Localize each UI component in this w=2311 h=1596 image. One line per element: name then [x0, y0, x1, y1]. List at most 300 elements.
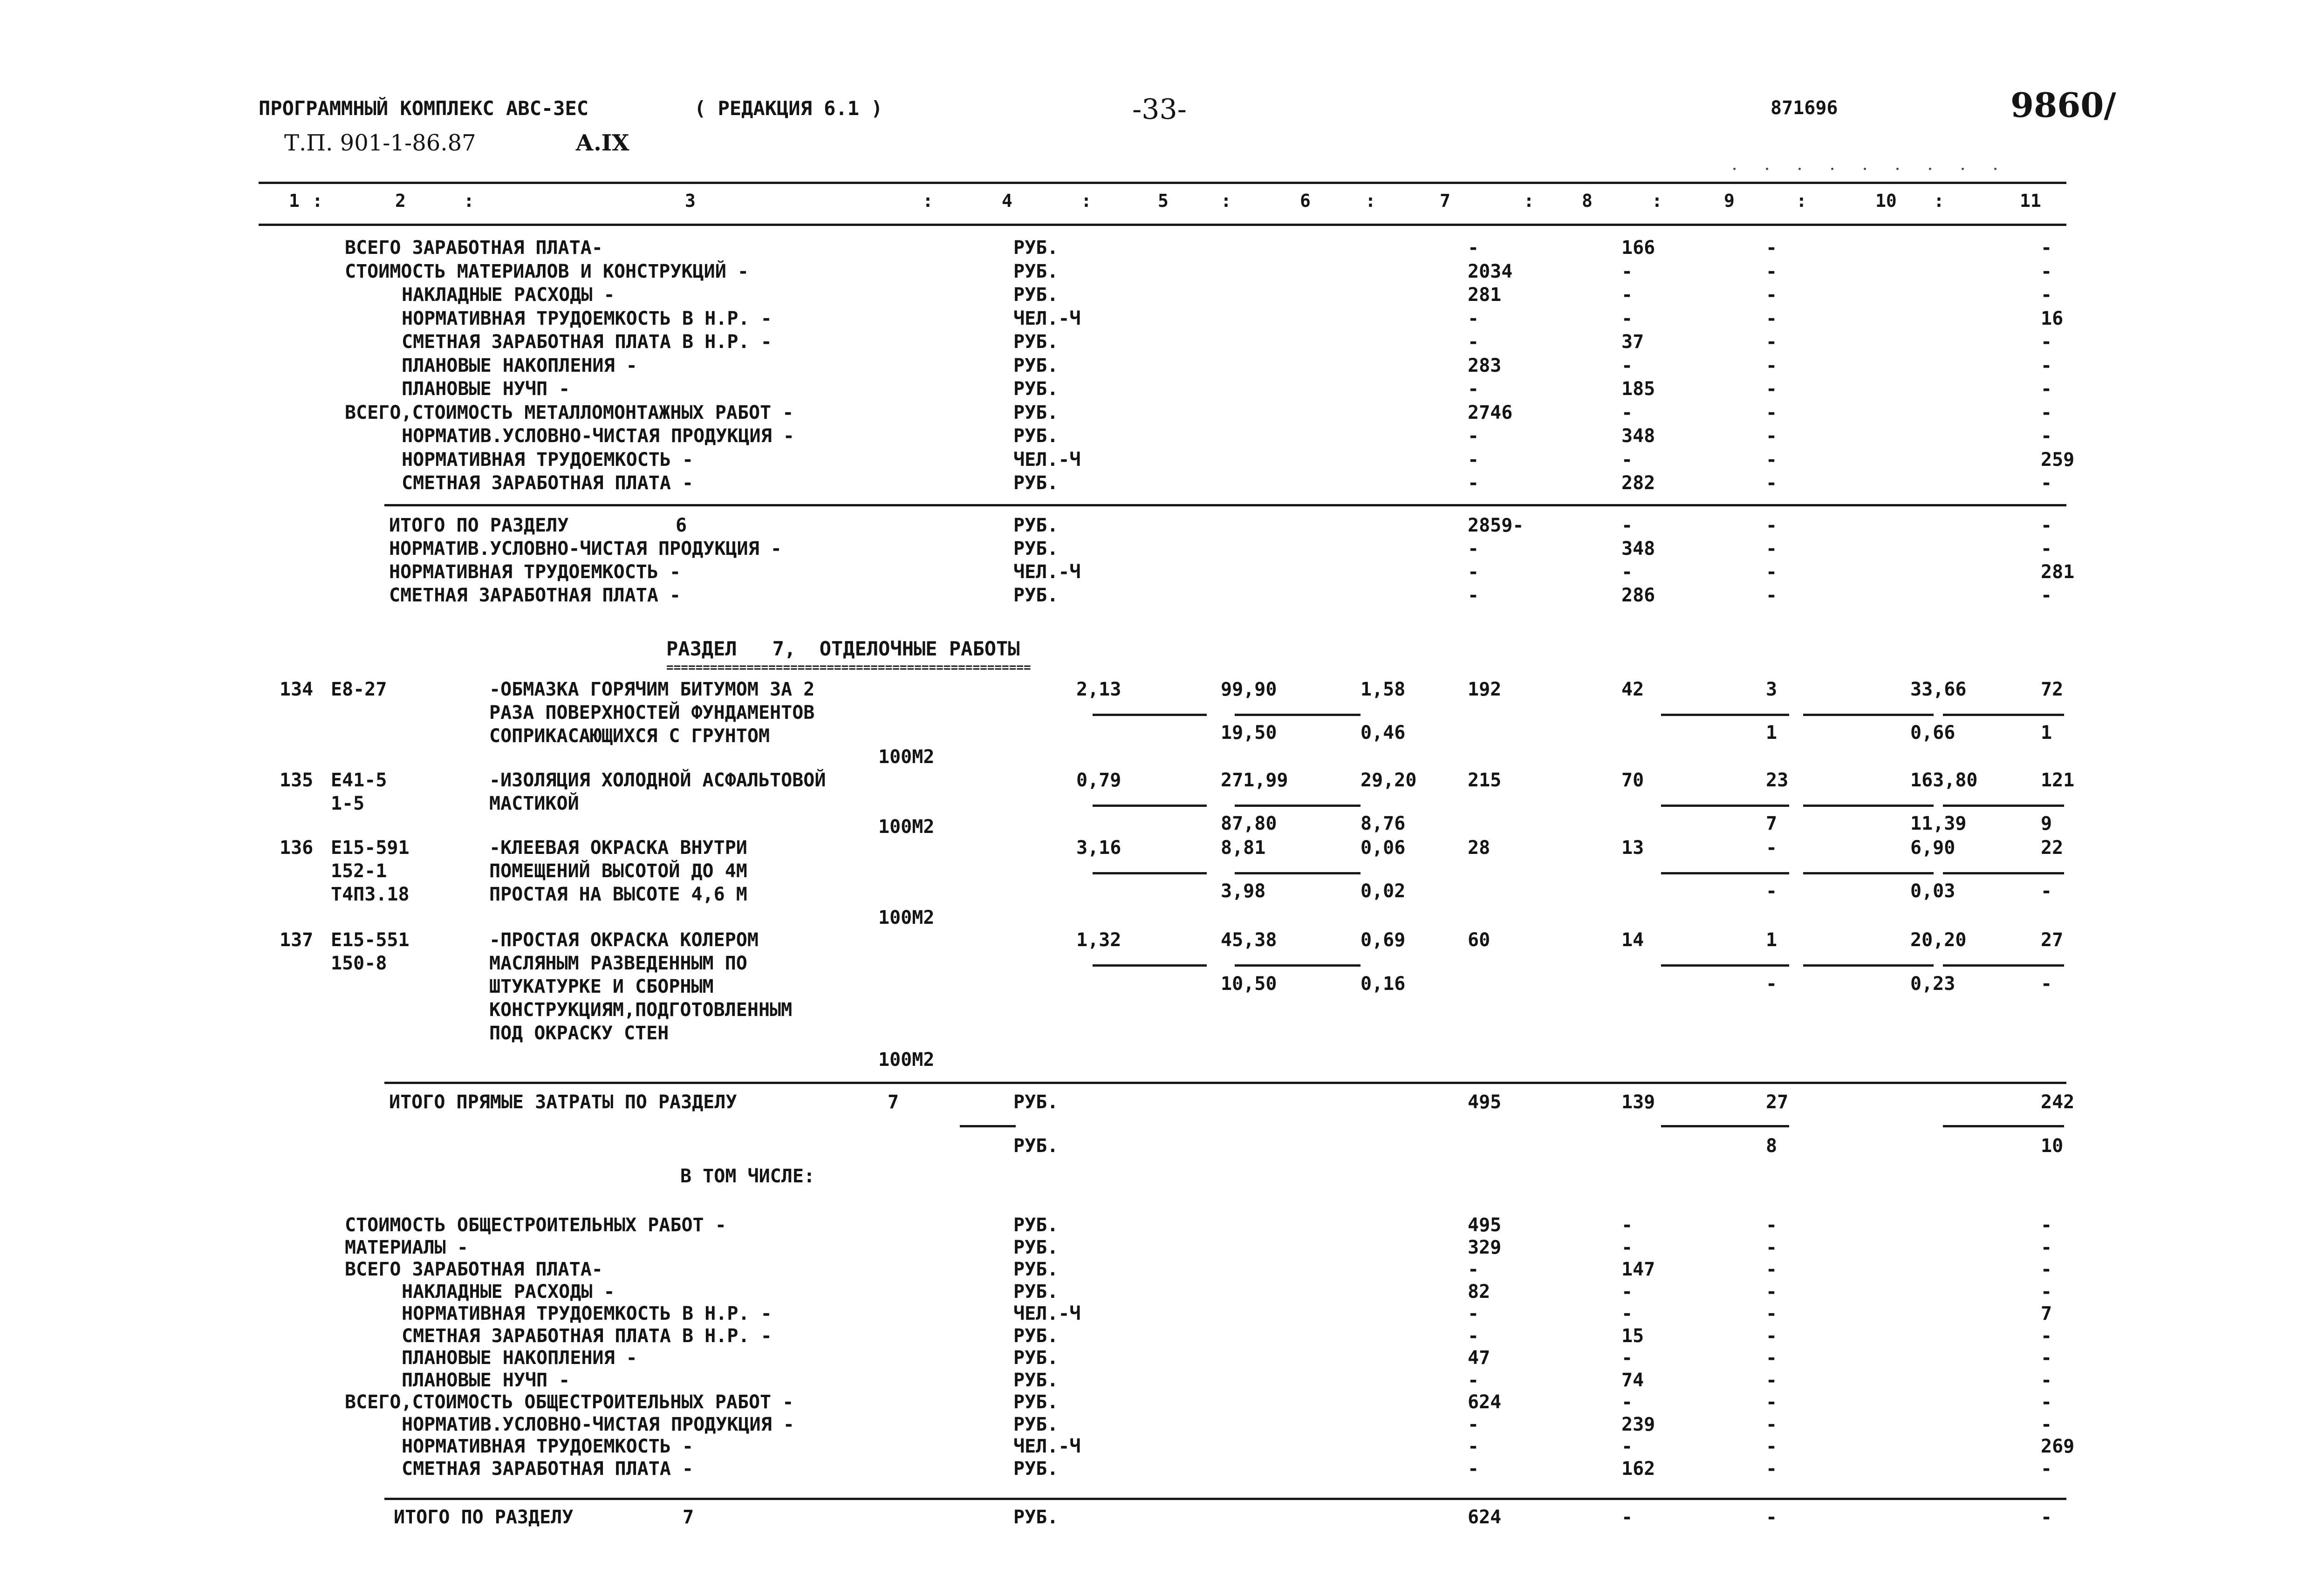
scan-speck: [1962, 168, 1964, 170]
wage-value: -: [1621, 1391, 1633, 1413]
labor-total: 22: [2041, 837, 2064, 859]
cost-total-value: -: [1468, 1369, 1479, 1391]
labor-value: -: [2041, 425, 2052, 447]
wage-value: -: [1621, 355, 1633, 376]
labor-value: 242: [2041, 1091, 2075, 1113]
labor-value: -: [2041, 1281, 2052, 1303]
wage-value: -: [1621, 260, 1633, 282]
unit-label: РУБ.: [1013, 585, 1059, 606]
unit-label: РУБ.: [1013, 1236, 1059, 1258]
wage-value: -: [1621, 561, 1633, 583]
unit-cost-wages: 87,80: [1221, 813, 1277, 834]
work-description: СОПРИКАСАЮЩИХСЯ С ГРУНТОМ: [489, 725, 770, 747]
cost-total-value: -: [1468, 472, 1479, 494]
work-description: МАСЛЯНЫМ РАЗВЕДЕННЫМ ПО: [489, 953, 747, 974]
wage-value: -: [1621, 1436, 1633, 1457]
program-edition: ( РЕДАКЦИЯ 6.1 ): [694, 97, 883, 120]
column-separator: :: [1365, 191, 1376, 211]
cost-total-value: -: [1468, 538, 1479, 559]
unit-label: РУБ.: [1013, 331, 1059, 353]
labor-per-unit-machines: 11,39: [1910, 813, 1967, 834]
labor-value: -: [2041, 1236, 2052, 1258]
machine-value: 27: [1766, 1091, 1789, 1113]
unit-label: РУБ.: [1013, 1091, 1059, 1113]
labor-total-machines: 1: [2041, 722, 2052, 743]
unit-label: РУБ.: [1013, 237, 1059, 259]
work-description: ПОМЕЩЕНИЙ ВЫСОТОЙ ДО 4М: [489, 860, 747, 882]
unit-cost-machines: 0,69: [1361, 929, 1406, 951]
unit-label: РУБ.: [1013, 515, 1059, 536]
fraction-line: [1803, 964, 1934, 967]
wage-value: -: [1621, 515, 1633, 536]
wage-value: 139: [1621, 1091, 1655, 1113]
wage-value: -: [1621, 1214, 1633, 1236]
fraction-line: [1943, 1125, 2064, 1127]
fraction-line: [1943, 805, 2064, 807]
fraction-line: [1943, 964, 2064, 967]
row-label: НОРМАТИВНАЯ ТРУДОЕМКОСТЬ -: [402, 449, 694, 471]
scan-speck: [1831, 168, 1833, 170]
labor-total-machines: -: [2041, 973, 2052, 995]
measure-unit: 100М2: [878, 907, 935, 928]
row-label: НОРМАТИВНАЯ ТРУДОЕМКОСТЬ -: [389, 561, 681, 583]
machine-value: -: [1766, 1347, 1778, 1369]
scan-speck: [1766, 168, 1768, 170]
fraction-line: [1661, 872, 1789, 874]
cost-total-value: -: [1468, 1413, 1479, 1435]
labor-total: 27: [2041, 929, 2064, 951]
row-label: НОРМАТИВ.УСЛОВНО-ЧИСТАЯ ПРОДУКЦИЯ -: [402, 425, 794, 447]
wage-value: -: [1621, 402, 1633, 423]
fraction-line: [1943, 872, 2064, 874]
labor-total-machines: 9: [2041, 813, 2052, 834]
row-label: НОРМАТИВНАЯ ТРУДОЕМКОСТЬ В Н.Р. -: [402, 307, 772, 329]
labor-value: 259: [2041, 449, 2075, 471]
cost-total-value: -: [1468, 1458, 1479, 1480]
work-description: ПРОСТАЯ НА ВЫСОТЕ 4,6 М: [489, 884, 747, 905]
machine-value: -: [1766, 402, 1778, 423]
labor-value: -: [2041, 355, 2052, 376]
machines-cost: -: [1766, 837, 1778, 859]
row-label: ИТОГО ПО РАЗДЕЛУ: [389, 515, 569, 536]
row-label: НОРМАТИВНАЯ ТРУДОЕМКОСТЬ В Н.Р. -: [402, 1303, 772, 1324]
wage-value: 239: [1621, 1413, 1655, 1435]
unit-cost-total: 99,90: [1221, 679, 1277, 700]
row-label: СМЕТНАЯ ЗАРАБОТНАЯ ПЛАТА В Н.Р. -: [402, 1325, 772, 1347]
project-code: Т.П. 901-1-86.87: [284, 130, 476, 156]
unit-cost-wages: 10,50: [1221, 973, 1277, 995]
column-header: 6: [1300, 191, 1311, 211]
labor-value: -: [2041, 378, 2052, 400]
labor-value: -: [2041, 237, 2052, 259]
unit-cost-machine-wages: 8,76: [1361, 813, 1406, 834]
fraction-line: [1235, 872, 1361, 874]
unit-cost-total: 271,99: [1221, 770, 1288, 791]
labor-value: -: [2041, 538, 2052, 559]
unit-cost-machines: 29,20: [1361, 770, 1417, 791]
fraction-line: [1235, 964, 1361, 967]
unit-cost-machines: 0,06: [1361, 837, 1406, 859]
cost-total-value: 47: [1468, 1347, 1491, 1369]
column-separator: :: [1221, 191, 1231, 211]
column-separator: :: [464, 191, 474, 211]
wages: 13: [1621, 837, 1644, 859]
wage-value: 282: [1621, 472, 1655, 494]
unit-label: РУБ.: [1013, 1458, 1059, 1480]
wage-value: 74: [1621, 1369, 1644, 1391]
machines-cost: 1: [1766, 929, 1778, 951]
row-label: ВСЕГО ЗАРАБОТНАЯ ПЛАТА-: [345, 1259, 603, 1280]
unit-label: РУБ.: [1013, 260, 1059, 282]
fraction-line: [1803, 714, 1934, 716]
cost-total-value: 283: [1468, 355, 1502, 376]
machine-value: -: [1766, 331, 1778, 353]
page-number: -33-: [1132, 93, 1187, 126]
row-label: НОРМАТИВ.УСЛОВНО-ЧИСТАЯ ПРОДУКЦИЯ -: [389, 538, 782, 559]
wage-value: -: [1621, 307, 1633, 329]
fraction-line: [1093, 714, 1207, 716]
wage-value: -: [1621, 1303, 1633, 1324]
labor-value: 7: [2041, 1303, 2052, 1324]
machine-value: -: [1766, 1303, 1778, 1324]
unit-cost-machines: 1,58: [1361, 679, 1406, 700]
row-label: СМЕТНАЯ ЗАРАБОТНАЯ ПЛАТА -: [389, 585, 681, 606]
machine-value: -: [1766, 1214, 1778, 1236]
total-cost: 28: [1468, 837, 1491, 859]
section-title: РАЗДЕЛ 7, ОТДЕЛОЧНЫЕ РАБОТЫ: [666, 637, 1020, 660]
item-number: 137: [280, 929, 314, 951]
machine-value: -: [1766, 378, 1778, 400]
section-number: 6: [676, 515, 687, 536]
machine-value: -: [1766, 425, 1778, 447]
machine-value: -: [1766, 1325, 1778, 1347]
column-separator: :: [1934, 191, 1944, 211]
unit-cost-total: 45,38: [1221, 929, 1277, 951]
work-description: МАСТИКОЙ: [489, 793, 579, 814]
row-label: СМЕТНАЯ ЗАРАБОТНАЯ ПЛАТА -: [402, 472, 694, 494]
unit-label: РУБ.: [1013, 1325, 1059, 1347]
album-code: А.IX: [575, 130, 629, 156]
column-header: 9: [1724, 191, 1735, 211]
item-number: 134: [280, 679, 314, 700]
fraction-line: [1093, 872, 1207, 874]
wage-value: 15: [1621, 1325, 1644, 1347]
machine-value: -: [1766, 1507, 1778, 1528]
wage-value: -: [1621, 1507, 1633, 1528]
machines-cost: 23: [1766, 770, 1789, 791]
labor-per-unit: 33,66: [1910, 679, 1967, 700]
column-separator: :: [1652, 191, 1662, 211]
column-separator: :: [1081, 191, 1092, 211]
price-code: Е41-5: [331, 770, 387, 791]
direct-costs-rule: [384, 1082, 2066, 1084]
quantity: 3,16: [1076, 837, 1121, 859]
cost-total-value: 624: [1468, 1391, 1502, 1413]
column-separator: :: [312, 191, 323, 211]
machine-value: -: [1766, 585, 1778, 606]
fraction-line: [1803, 872, 1934, 874]
unit-label: ЧЕЛ.-Ч: [1013, 561, 1081, 583]
table-top-rule: [259, 182, 2066, 184]
work-description: -ИЗОЛЯЦИЯ ХОЛОДНОЙ АСФАЛЬТОВОЙ: [489, 770, 826, 791]
cost-total-value: 82: [1468, 1281, 1491, 1303]
labor-value: -: [2041, 1214, 2052, 1236]
wage-value: 185: [1621, 378, 1655, 400]
price-code: 1-5: [331, 793, 365, 814]
column-header: 8: [1582, 191, 1593, 211]
total-cost: 192: [1468, 679, 1502, 700]
labor-value: -: [2041, 472, 2052, 494]
column-header: 10: [1875, 191, 1897, 211]
labor-per-unit-machines: 0,66: [1910, 722, 1955, 743]
scan-speck: [1798, 168, 1801, 170]
machine-value: -: [1766, 1369, 1778, 1391]
fraction-line: [1235, 805, 1361, 807]
row-label: СТОИМОСТЬ МАТЕРИАЛОВ И КОНСТРУКЦИЙ -: [345, 260, 749, 282]
wage-value: 348: [1621, 538, 1655, 559]
cost-total-value: -: [1468, 1436, 1479, 1457]
item-number: 136: [280, 837, 314, 859]
labor-value: 281: [2041, 561, 2075, 583]
column-header: 5: [1158, 191, 1169, 211]
labor-total-machines: 10: [2041, 1135, 2064, 1157]
labor-per-unit-machines: 0,23: [1910, 973, 1955, 995]
machine-wages: 8: [1766, 1135, 1778, 1157]
column-header: 3: [685, 191, 696, 211]
unit-label: ЧЕЛ.-Ч: [1013, 1303, 1081, 1324]
unit-label: РУБ.: [1013, 538, 1059, 559]
row-label: ВСЕГО,СТОИМОСТЬ МЕТАЛЛОМОНТАЖНЫХ РАБОТ -: [345, 402, 794, 423]
sheet-stamp: 9860/: [2010, 85, 2116, 125]
cost-total-value: 495: [1468, 1091, 1502, 1113]
labor-value: -: [2041, 515, 2052, 536]
wage-value: 166: [1621, 237, 1655, 259]
labor-value: -: [2041, 1391, 2052, 1413]
unit-label: РУБ.: [1013, 1391, 1059, 1413]
labor-total: 72: [2041, 679, 2064, 700]
program-title: ПРОГРАММНЫЙ КОМПЛЕКС АВС-ЗЕС: [259, 97, 589, 120]
machine-value: -: [1766, 538, 1778, 559]
cost-total-value: -: [1468, 1259, 1479, 1280]
total-cost: 60: [1468, 929, 1491, 951]
unit-label: РУБ.: [1013, 1214, 1059, 1236]
fraction-line: [1661, 805, 1789, 807]
labor-value: -: [2041, 1347, 2052, 1369]
machine-value: -: [1766, 1436, 1778, 1457]
machine-value: -: [1766, 1391, 1778, 1413]
quantity: 1,32: [1076, 929, 1121, 951]
unit-cost-machine-wages: 0,46: [1361, 722, 1406, 743]
labor-value: -: [2041, 402, 2052, 423]
quantity: 0,79: [1076, 770, 1121, 791]
work-description: -ОБМАЗКА ГОРЯЧИМ БИТУМОМ ЗА 2: [489, 679, 815, 700]
fraction-line: [1943, 714, 2064, 716]
work-description: КОНСТРУКЦИЯМ,ПОДГОТОВЛЕННЫМ: [489, 999, 793, 1021]
unit-label: РУБ.: [1013, 378, 1059, 400]
labor-value: -: [2041, 1259, 2052, 1280]
fraction-line: [1661, 1125, 1789, 1127]
row-label: ПЛАНОВЫЕ НУЧП -: [402, 1369, 570, 1391]
scan-speck: [1929, 168, 1931, 170]
unit-label: ЧЕЛ.-Ч: [1013, 1436, 1081, 1457]
labor-per-unit-machines: 0,03: [1910, 880, 1955, 902]
price-code: Е15-551: [331, 929, 410, 951]
cost-total-value: 329: [1468, 1236, 1502, 1258]
quantity: 2,13: [1076, 679, 1121, 700]
unit-label: РУБ.: [1013, 1507, 1059, 1528]
fraction-line: [1661, 964, 1789, 967]
row-label: ВСЕГО,СТОИМОСТЬ ОБЩЕСТРОИТЕЛЬНЫХ РАБОТ -: [345, 1391, 794, 1413]
labor-value: -: [2041, 331, 2052, 353]
unit-cost-machine-wages: 0,16: [1361, 973, 1406, 995]
labor-value: -: [2041, 585, 2052, 606]
machine-wages: -: [1766, 973, 1778, 995]
labor-value: -: [2041, 1507, 2052, 1528]
labor-value: -: [2041, 284, 2052, 306]
machine-wages: -: [1766, 880, 1778, 902]
cost-total-value: -: [1468, 561, 1479, 583]
machine-value: -: [1766, 1458, 1778, 1480]
cost-total-value: -: [1468, 237, 1479, 259]
cost-total-value: -: [1468, 1325, 1479, 1347]
cost-total-value: -: [1468, 378, 1479, 400]
machine-value: -: [1766, 260, 1778, 282]
cost-total-value: -: [1468, 331, 1479, 353]
cost-total-value: 624: [1468, 1507, 1502, 1528]
unit-label: РУБ.: [1013, 1369, 1059, 1391]
row-label: ПЛАНОВЫЕ НАКОПЛЕНИЯ -: [402, 1347, 637, 1369]
cost-total-value: -: [1468, 1303, 1479, 1324]
labor-value: -: [2041, 1325, 2052, 1347]
unit-label: РУБ.: [1013, 425, 1059, 447]
price-code: Е8-27: [331, 679, 387, 700]
section-title-underline: ==================================================: [666, 661, 1031, 675]
wages: 70: [1621, 770, 1644, 791]
scan-speck: [1733, 168, 1736, 170]
wage-value: -: [1621, 284, 1633, 306]
column-separator: :: [1524, 191, 1534, 211]
unit-label: РУБ.: [1013, 472, 1059, 494]
work-description: РАЗА ПОВЕРХНОСТЕЙ ФУНДАМЕНТОВ: [489, 702, 815, 723]
unit-label: РУБ.: [1013, 1347, 1059, 1369]
cost-total-value: 2859-: [1468, 515, 1524, 536]
wage-value: -: [1621, 1281, 1633, 1303]
wage-value: 348: [1621, 425, 1655, 447]
labor-value: -: [2041, 1369, 2052, 1391]
labor-value: -: [2041, 260, 2052, 282]
wage-value: -: [1621, 449, 1633, 471]
unit-label: РУБ.: [1013, 1281, 1059, 1303]
wages: 42: [1621, 679, 1644, 700]
cost-total-value: -: [1468, 425, 1479, 447]
unit-cost-total: 8,81: [1221, 837, 1266, 859]
cost-total-value: 2746: [1468, 402, 1513, 423]
fraction-line: [960, 1125, 1016, 1127]
column-header: 1: [289, 191, 300, 211]
final-total-rule: [384, 1498, 2066, 1500]
price-code: Е15-591: [331, 837, 410, 859]
fraction-line: [1093, 805, 1207, 807]
fraction-line: [1803, 805, 1934, 807]
price-code: Т4П3.18: [331, 884, 410, 905]
column-header: 11: [2020, 191, 2041, 211]
labor-value: 16: [2041, 307, 2064, 329]
row-label: СМЕТНАЯ ЗАРАБОТНАЯ ПЛАТА В Н.Р. -: [402, 331, 772, 353]
row-label: ПЛАНОВЫЕ НАКОПЛЕНИЯ -: [402, 355, 637, 376]
row-label: МАТЕРИАЛЫ -: [345, 1236, 468, 1258]
section6-total-rule: [384, 504, 2066, 506]
unit-label: РУБ.: [1013, 1413, 1059, 1435]
row-label: ИТОГО ПО РАЗДЕЛУ: [394, 1507, 574, 1528]
labor-total-machines: -: [2041, 880, 2052, 902]
measure-unit: 100М2: [878, 1049, 935, 1071]
machine-value: -: [1766, 284, 1778, 306]
labor-per-unit: 6,90: [1910, 837, 1955, 859]
row-label: ВСЕГО ЗАРАБОТНАЯ ПЛАТА-: [345, 237, 603, 259]
cost-total-value: -: [1468, 307, 1479, 329]
cost-total-value: 281: [1468, 284, 1502, 306]
unit-cost-machine-wages: 0,02: [1361, 880, 1406, 902]
wages: 14: [1621, 929, 1644, 951]
fraction-line: [1235, 714, 1361, 716]
machines-cost: 3: [1766, 679, 1778, 700]
machine-wages: 7: [1766, 813, 1778, 834]
labor-total: 121: [2041, 770, 2075, 791]
wage-value: -: [1621, 1236, 1633, 1258]
fraction-line: [1661, 714, 1789, 716]
wage-value: -: [1621, 1347, 1633, 1369]
machine-value: -: [1766, 1259, 1778, 1280]
unit-label: ЧЕЛ.-Ч: [1013, 307, 1081, 329]
row-label: НАКЛАДНЫЕ РАСХОДЫ -: [402, 284, 615, 306]
column-header: 2: [395, 191, 406, 211]
machine-value: -: [1766, 355, 1778, 376]
section-number: 7: [683, 1507, 694, 1528]
row-label: НОРМАТИВНАЯ ТРУДОЕМКОСТЬ -: [402, 1436, 694, 1457]
machine-value: -: [1766, 307, 1778, 329]
machine-value: -: [1766, 472, 1778, 494]
wage-value: 162: [1621, 1458, 1655, 1480]
total-cost: 215: [1468, 770, 1502, 791]
document-code: 871696: [1771, 97, 1838, 119]
unit-label: РУБ.: [1013, 1259, 1059, 1280]
column-separator: :: [923, 191, 933, 211]
measure-unit: 100М2: [878, 816, 935, 838]
machine-value: -: [1766, 1413, 1778, 1435]
column-separator: :: [1796, 191, 1807, 211]
cost-total-value: -: [1468, 585, 1479, 606]
unit-label: ЧЕЛ.-Ч: [1013, 449, 1081, 471]
labor-value: -: [2041, 1458, 2052, 1480]
unit-label: РУБ.: [1013, 284, 1059, 306]
including-heading: В ТОМ ЧИСЛЕ:: [680, 1166, 815, 1187]
table-header-rule: [259, 224, 2066, 226]
cost-total-value: -: [1468, 449, 1479, 471]
machine-value: -: [1766, 1281, 1778, 1303]
fraction-line: [1093, 964, 1207, 967]
cost-total-value: 2034: [1468, 260, 1513, 282]
unit-cost-wages: 3,98: [1221, 880, 1266, 902]
work-description: -КЛЕЕВАЯ ОКРАСКА ВНУТРИ: [489, 837, 747, 859]
machine-wages: 1: [1766, 722, 1778, 743]
wage-value: 37: [1621, 331, 1644, 353]
price-code: 150-8: [331, 953, 387, 974]
row-label: СМЕТНАЯ ЗАРАБОТНАЯ ПЛАТА -: [402, 1458, 694, 1480]
wage-value: 147: [1621, 1259, 1655, 1280]
wage-value: 286: [1621, 585, 1655, 606]
work-description: -ПРОСТАЯ ОКРАСКА КОЛЕРОМ: [489, 929, 759, 951]
labor-value: -: [2041, 1413, 2052, 1435]
